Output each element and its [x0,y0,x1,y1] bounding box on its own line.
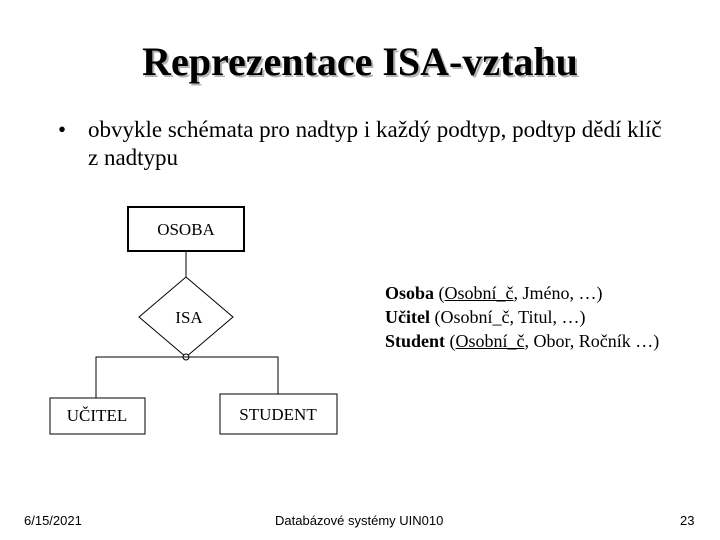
schema-open: ( [429,307,441,327]
connector-isa-student [186,357,278,394]
schema-student [385,329,659,353]
footer-date: 6/15/2021 [24,513,82,528]
schema-name: Učitel [385,307,430,327]
schema-ucitel [385,305,659,329]
schema-attributes: , Titul, …) [509,307,586,327]
footer-page-number: 23 [680,513,695,528]
bullet-text: obvykle schémata pro nadtyp i každý podtyp, podtyp dědí klíč z nadtypu [88,117,662,170]
schema-attributes: , Obor, Ročník …) [524,331,660,351]
schema-name: Osoba [385,283,435,303]
schema-open: ( [434,283,445,303]
bullet-marker: • [58,117,67,142]
entity-student-label: STUDENT [239,405,317,424]
schema-osoba [385,281,659,305]
relational-schemas [385,281,659,353]
isa-label: ISA [175,308,203,327]
schema-key: Osobní_č [440,307,510,327]
schema-key: Osobní_č [444,283,514,303]
slide-title: Reprezentace ISA-vztahu [142,39,578,84]
schema-attributes: , Jméno, …) [513,283,603,303]
schema-open: ( [445,331,456,351]
entity-ucitel-label: UČITEL [66,406,128,425]
schema-key: Osobní_č [455,331,525,351]
entity-osoba-label: OSOBA [157,220,215,239]
footer-course: Databázové systémy UIN010 [275,513,444,528]
schema-name: Student [385,331,446,351]
connector-isa-ucitel [96,357,186,398]
